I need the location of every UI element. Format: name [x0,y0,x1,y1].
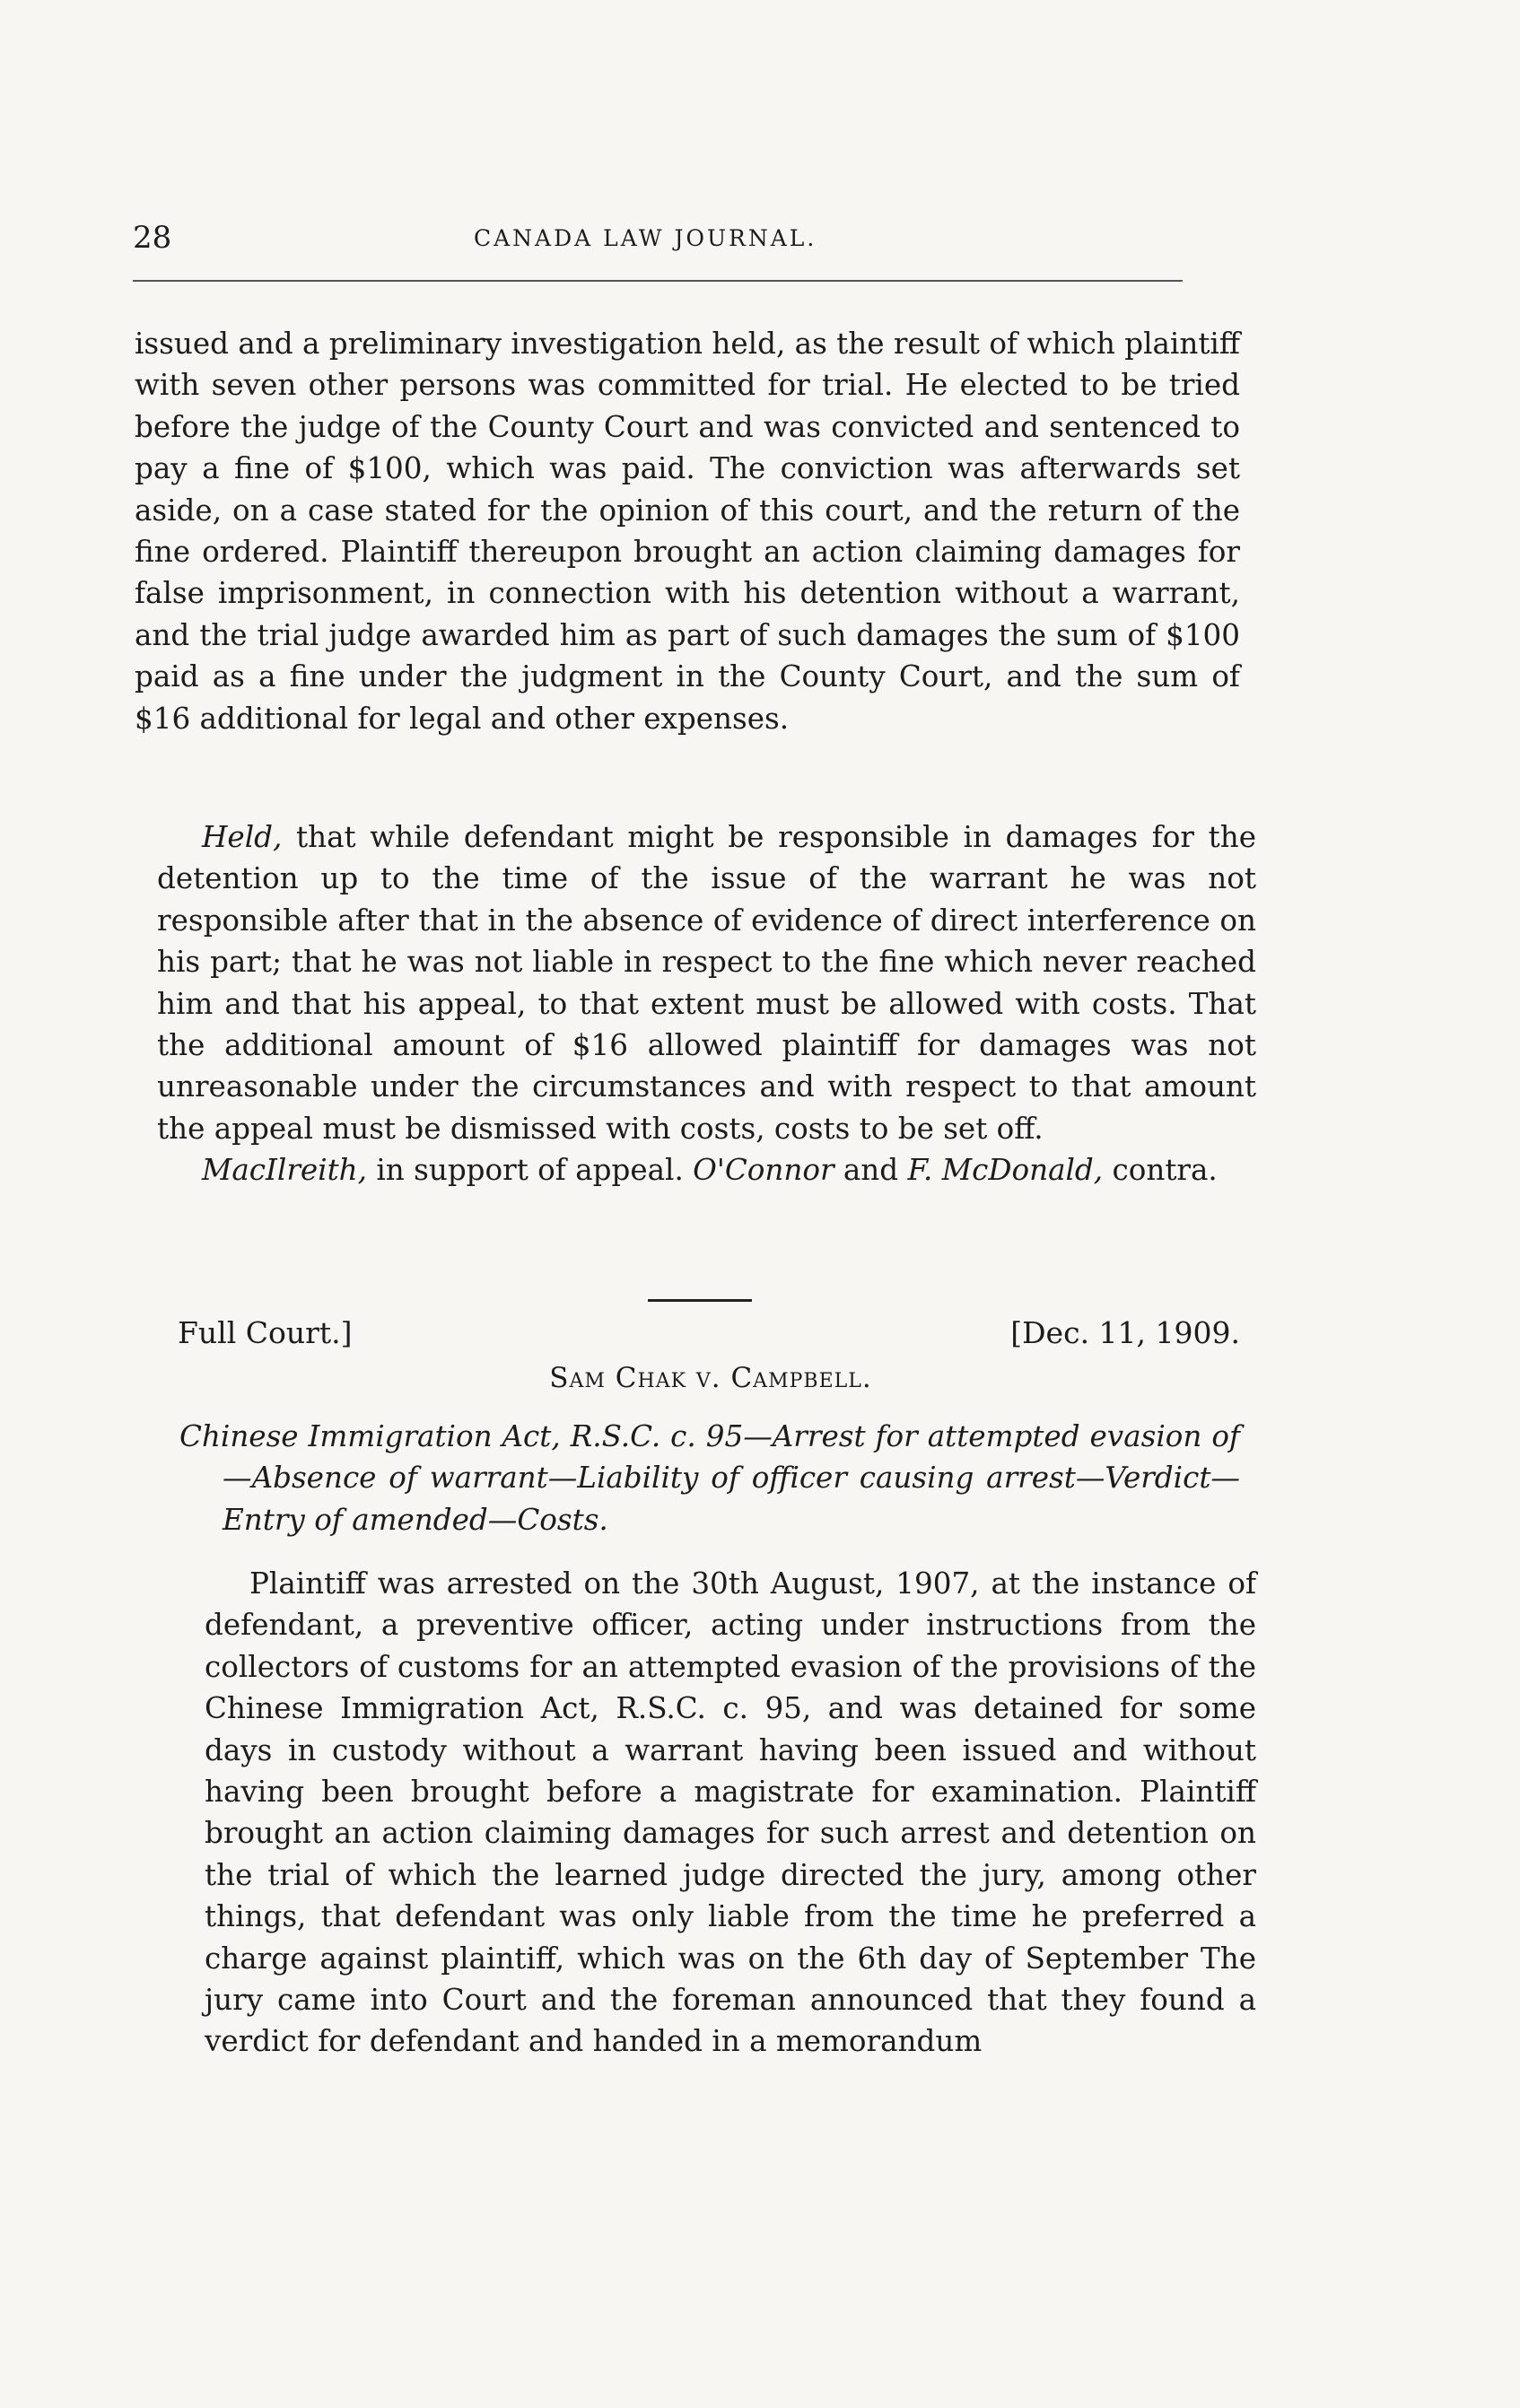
case-2-paragraph: Plaintiff was arrested on the 30th August, 1907, at the instance of defendant, a preventive officer, acting under instructions from the collectors of customs for an attempted evasion of the provisions of the Chinese Immigration Act, R.S.C. c. 95, and was detained for some days in custody without a warrant having been issued and without having been brought before a magistrate for examination. Plaintiff brought an action claiming damages for such arrest and detention on the trial of which the learned judge directed the jury, among other things, that defendant was only liable from the time he preferred a charge against plaintiff, which was on the 6th day of September The jury came into Court and the foreman announced that they found a verdict for defendant and handed in a memorandum [205,1566,1256,2059]
case-2-body [205,1563,1256,2063]
case-title: Sam Chak v. Campbell. [549,1362,872,1394]
counsel-text-3: contra. [1103,1153,1218,1188]
section-divider [648,1299,752,1302]
case-headnote [179,1416,1240,1540]
held-text: that while defendant might be responsible in damages for the detention up to the time of the issue of the warrant he was not responsible after that in the absence of evidence of direct interference on his part; that he was not liable in respect to the fine which never reached him and that his appeal, to that extent must be allowed with costs. That the additional amount of $16 allowed plaintiff for damages was not unreasonable under the circumstances and with respect to that amount the appeal must be dismissed with costs, costs to be set off. [157,820,1256,1146]
decision-date: [Dec. 11, 1909. [1010,1315,1240,1350]
running-title: CANADA LAW JOURNAL. [474,225,817,251]
held-label: Held, [202,820,283,854]
header-rule [133,280,1183,282]
case-1-holding [157,816,1256,1191]
counsel-line [157,1149,1256,1191]
court-date-line [178,1315,1240,1358]
headnote-text: Chinese Immigration Act, R.S.C. c. 95—Arrest for attempted evasion of—Absence of warrant—Liability of officer causing arrest—Verdict—Entry of amended—Costs. [179,1419,1240,1537]
counsel-text-2: and [834,1153,908,1188]
court-name: Full Court.] [178,1315,353,1350]
counsel-name-2: O'Connor [693,1153,834,1188]
facts-paragraph: issued and a preliminary investigation held, as the result of which plaintiff with seven other persons was committed for trial. He elected to be tried before the judge of the County Court and was convicted and sentenced to pay a fine of $100, which was paid. The conviction was afterwards set aside, on a case stated for the opinion of this court, and the return of the fine ordered. Plaintiff thereupon brought an action claiming damages for false imprisonment, in connection with his detention without a warrant, and the trial judge awarded him as part of such damages the sum of $100 paid as a fine under the judgment in the County Court, and the sum of $16 additional for legal and other expenses. [135,327,1240,736]
case-1-facts [135,323,1240,739]
held-paragraph [157,816,1256,1149]
page-header [133,220,1183,265]
page-number: 28 [133,220,172,256]
counsel-name-3: F. McDonald, [907,1153,1104,1188]
counsel-text-1: in support of appeal. [367,1153,694,1188]
counsel-name-1: MacIlreith, [202,1153,368,1188]
